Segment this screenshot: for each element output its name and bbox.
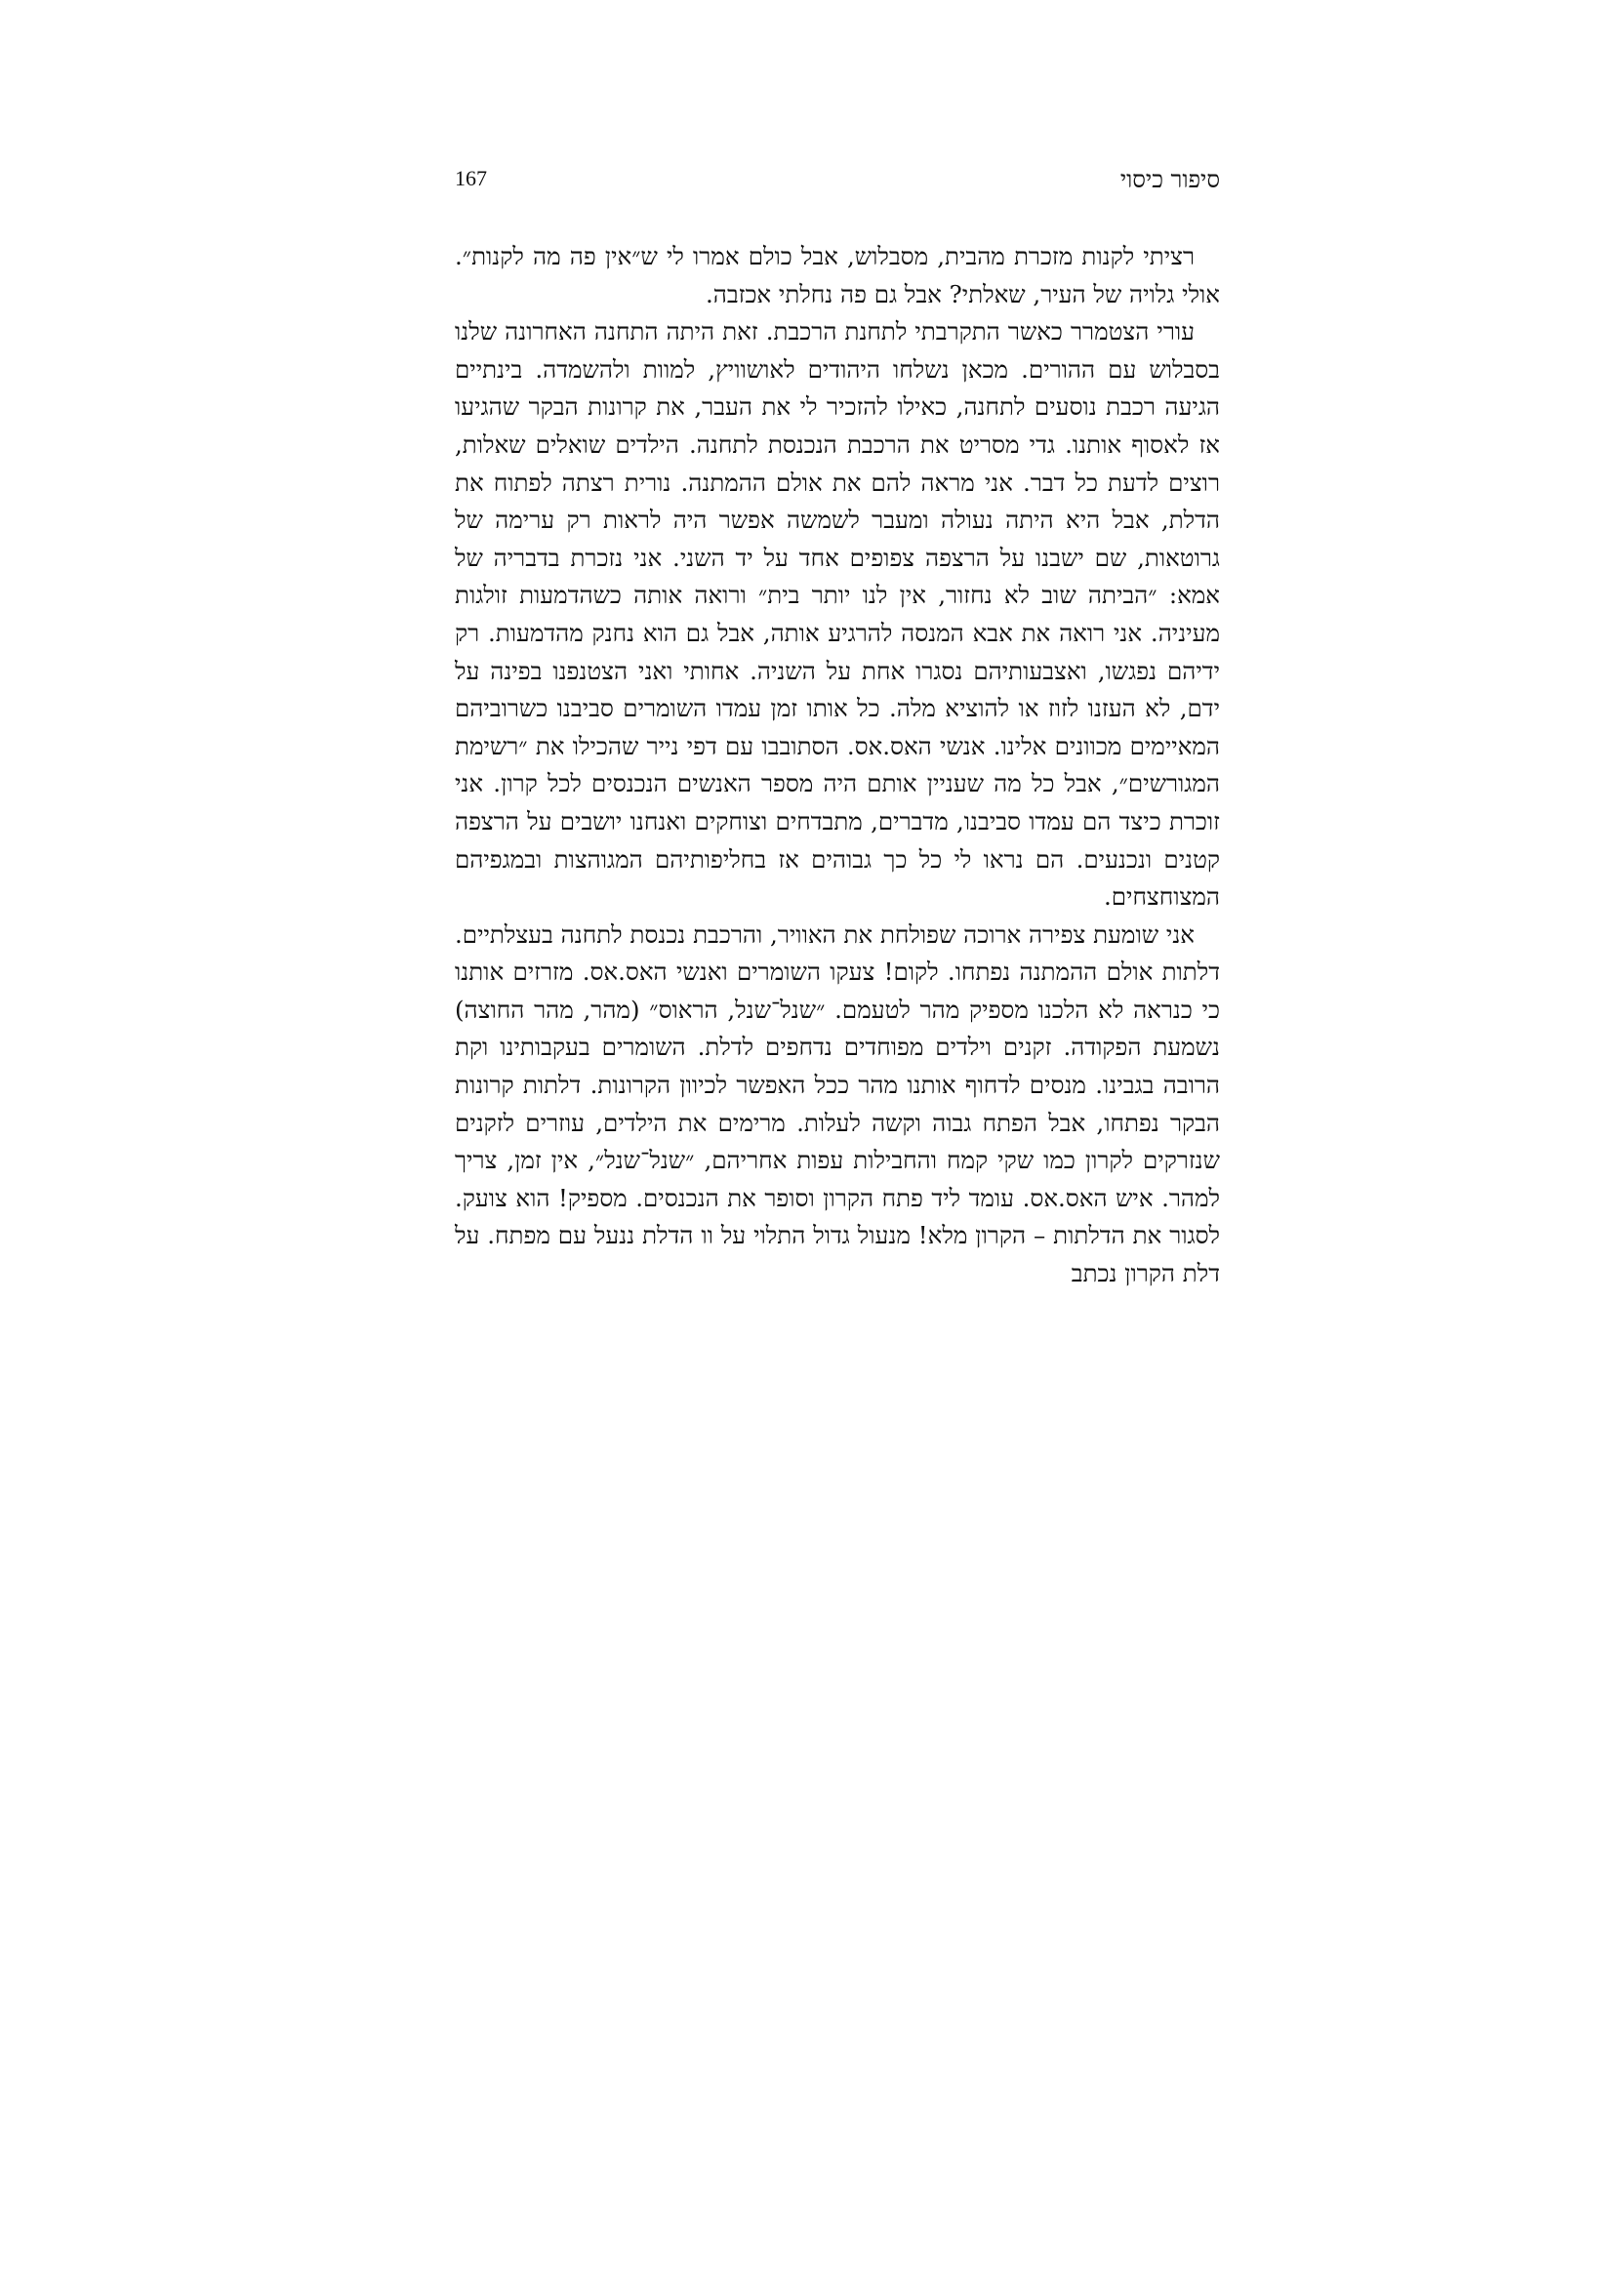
- page-number: 167: [455, 166, 487, 190]
- paragraph: רציתי לקנות מזכרת מהבית, מסבלוש, אבל כולם אמרו לי ש״אין פה מה לקנות״. אולי גלויה של העיר, שאלתי? אבל גם פה נחלתי אכזבה.: [455, 242, 1220, 308]
- running-title: סיפור כיסוי: [1119, 166, 1220, 193]
- page-header: [455, 166, 1220, 205]
- body-text: [455, 238, 1220, 1293]
- paragraph: עורי הצטמרר כאשר התקרבתי לתחנת הרכבת. זאת היתה התחנה האחרונה שלנו בסבלוש עם ההורים. מכאן נשלחו היהודים לאושוויץ, למוות ולהשמדה. בינתיים הגיעה רכבת נוסעים לתחנה, כאילו להזכיר לי את העבר, את קרונות הבקר שהגיעו אז לאסוף אותנו. גדי מסריט את הרכבת הנכנסת לתחנה. הילדים שואלים שאלות, רוצים לדעת כל דבר. אני מראה להם את אולם ההמתנה. נורית רצתה לפתוח את הדלת, אבל היא היתה נעולה ומעבר לשמשה אפשר היה לראות רק ערימה של גרוטאות, שם ישבנו על הרצפה צפופים אחד על יד השני. אני נזכרת בדבריה של אמא: ״הביתה שוב לא נחזור, אין לנו יותר בית״ ורואה אותה כשהדמעות זולגות מעיניה. אני רואה את אבא המנסה להרגיע אותה, אבל גם הוא נחנק מהדמעות. רק ידיהם נפגשו, ואצבעותיהם נסגרו אחת על השניה. אחותי ואני הצטנפנו בפינה על ידם, לא העזנו לזוז או להוציא מלה. כל אותו זמן עמדו השומרים סביבנו כשרוביהם המאיימים מכוונים אלינו. אנשי האס.אס. הסתובבו עם דפי נייר שהכילו את ״רשימת המגורשים״, אבל כל מה שעניין אותם היה מספר האנשים הנכנסים לכל קרון. אני זוכרת כיצד הם עמדו סביבנו, מדברים, מתבדחים וצוחקים ואנחנו יושבים על הרצפה קטנים ונכנעים. הם נראו לי כל כך גבוהים אז בחליפותיהם המגוהצות ובמגפיהם המצוחצחים.: [455, 317, 1220, 912]
- paragraph: אני שומעת צפירה ארוכה שפולחת את האוויר, והרכבת נכנסת לתחנה בעצלתיים. דלתות אולם ההמתנה נפתחו. לקום! צעקו השומרים ואנשי האס.אס. מזרזים אותנו כי כנראה לא הלכנו מספיק מהר לטעמם. ״שנל־שנל, הראוס״ (מהר, מהר החוצה) נשמעת הפקודה. זקנים וילדים מפוחדים נדחפים לדלת. השומרים בעקבותינו וקת הרובה בגבינו. מנסים לדחוף אותנו מהר ככל האפשר לכיוון הקרונות. דלתות קרונות הבקר נפתחו, אבל הפתח גבוה וקשה לעלות. מרימים את הילדים, עוזרים לזקנים שנזרקים לקרון כמו שקי קמח והחבילות עפות אחריהם, ״שנל־שנל״, אין זמן, צריך למהר. איש האס.אס. עומד ליד פתח הקרון וסופר את הנכנסים. מספיק! הוא צועק. לסגור את הדלתות – הקרון מלא! מנעול גדול התלוי על וו הדלת ננעל עם מפתח. על דלת הקרון נכתב: [455, 919, 1220, 1288]
